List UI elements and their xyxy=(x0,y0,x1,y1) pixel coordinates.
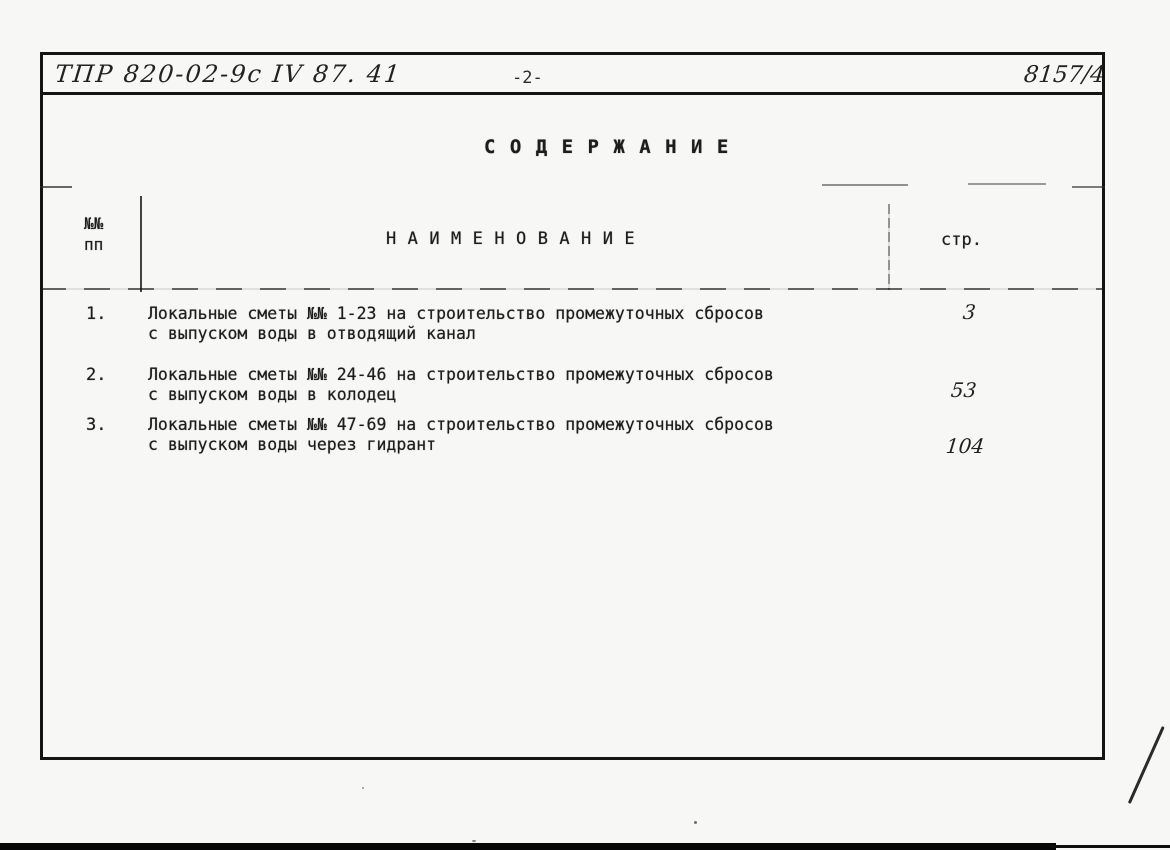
stamp-inventory-number: 8157/4 xyxy=(1022,62,1107,88)
column-header-number xyxy=(84,213,103,255)
column-header-number-line1: №№ xyxy=(84,214,104,233)
row-text-line2: с выпуском воды в колодец xyxy=(148,385,397,404)
table-top-rule-segment xyxy=(968,183,1046,185)
pen-stroke-mark xyxy=(1128,726,1164,804)
row-text-line2: с выпуском воды через гидрант xyxy=(148,435,437,454)
table-row xyxy=(148,415,848,455)
table-row xyxy=(148,365,848,405)
row-number: 2. xyxy=(86,365,107,385)
page-title: С О Д Е Р Ж А Н И Е xyxy=(484,136,730,158)
scan-edge-bar-thin xyxy=(1050,845,1170,848)
column-header-page: стр. xyxy=(941,230,982,250)
column-separator-page xyxy=(888,204,890,290)
table-row xyxy=(148,304,848,344)
row-number: 1. xyxy=(86,304,107,324)
row-page-number: 104 xyxy=(944,434,986,458)
column-header-name: Н А И М Е Н О В А Н И Е xyxy=(386,229,636,249)
row-text-line1: Локальные сметы №№ 24-46 на строительство промежуточных сбросов xyxy=(148,365,774,384)
scan-edge-bar xyxy=(0,843,1056,850)
stamp-page-number: -2- xyxy=(512,68,543,88)
scan-speck xyxy=(472,840,476,842)
stamp-band-rule xyxy=(40,92,1105,95)
row-number: 3. xyxy=(86,415,107,435)
column-header-number-line2: пп xyxy=(84,235,104,254)
table-top-rule-segment xyxy=(1072,186,1105,188)
row-text-line1: Локальные сметы №№ 1-23 на строительство промежуточных сбросов xyxy=(148,304,764,323)
table-header-bottom-rule xyxy=(40,288,1105,290)
table-top-rule-segment xyxy=(40,186,72,188)
row-text-line1: Локальные сметы №№ 47-69 на строительство промежуточных сбросов xyxy=(148,415,774,434)
column-separator-num xyxy=(140,196,142,292)
row-page-number: 3 xyxy=(961,300,977,324)
document-frame xyxy=(40,52,1105,760)
row-page-number: 53 xyxy=(949,378,978,402)
scan-speck xyxy=(694,821,697,824)
table-top-rule-segment xyxy=(822,184,908,186)
row-text-line2: с выпуском воды в отводящий канал xyxy=(148,324,476,343)
scan-speck xyxy=(362,787,364,789)
stamp-document-code: ТПР 820-02-9с IV 87. 41 xyxy=(53,60,403,88)
